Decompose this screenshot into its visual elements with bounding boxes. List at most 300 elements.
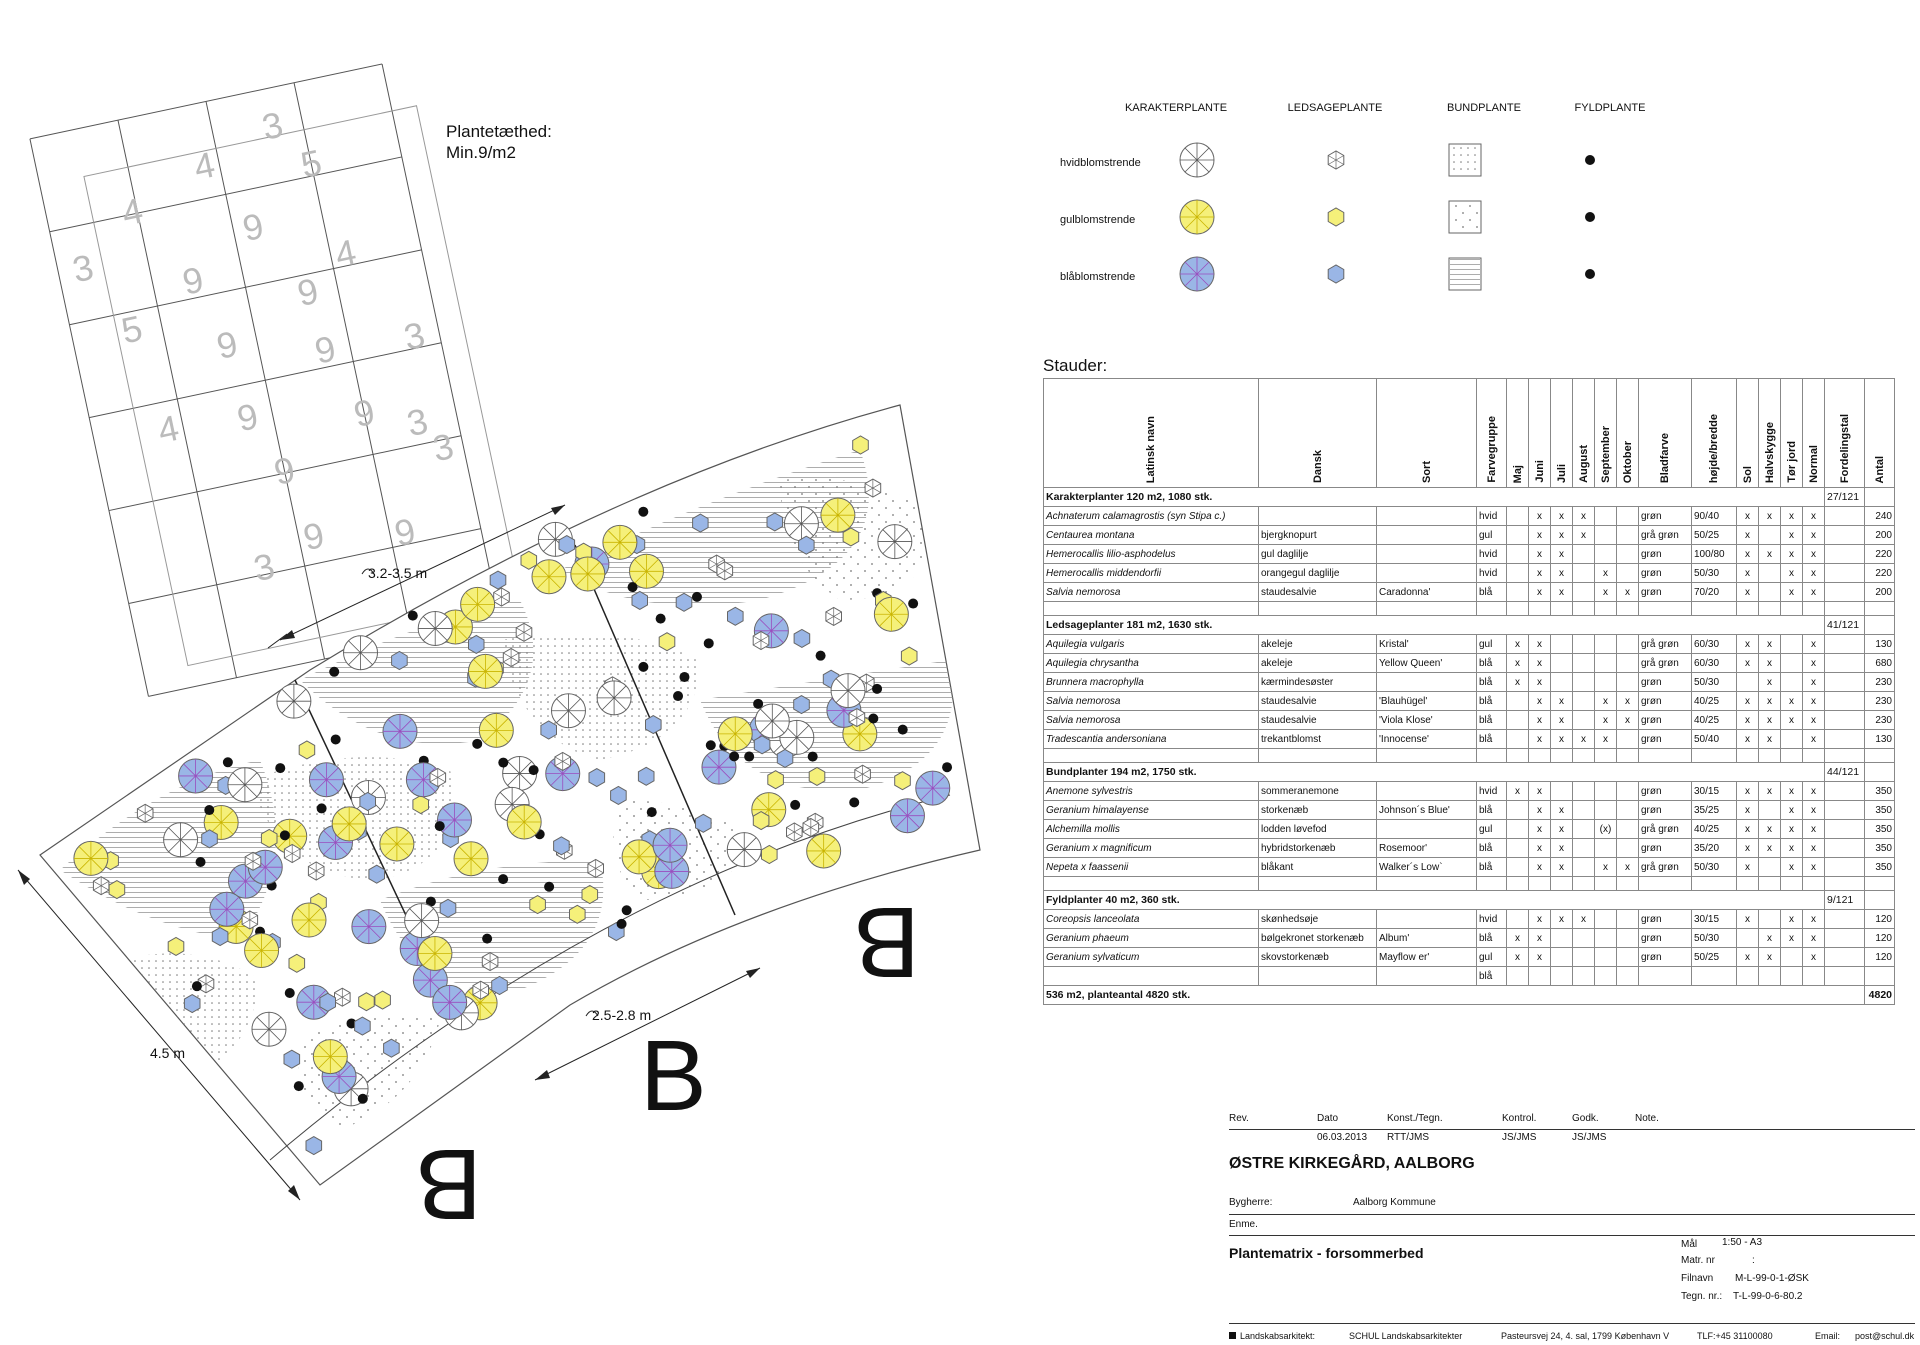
table-header-label: Bladfarve bbox=[1659, 432, 1671, 483]
total-value: 4820 bbox=[1865, 986, 1895, 1005]
table-cell bbox=[1573, 673, 1595, 692]
karakter-plant-symbol bbox=[479, 713, 513, 747]
table-cell: Coreopsis lanceolata bbox=[1044, 910, 1259, 929]
table-cell: hvid bbox=[1477, 910, 1507, 929]
table-cell: 70/20 bbox=[1692, 583, 1737, 602]
table-cell: skønhedsøje bbox=[1259, 910, 1377, 929]
table-cell bbox=[1507, 545, 1529, 564]
grid-density-number: 3 bbox=[403, 399, 432, 445]
table-cell: x bbox=[1573, 507, 1595, 526]
table-cell bbox=[1551, 929, 1573, 948]
ledsage-plant-symbol bbox=[392, 652, 408, 670]
ledsage-plant-symbol bbox=[284, 1050, 300, 1068]
table-cell bbox=[1825, 929, 1865, 948]
table-cell: x bbox=[1803, 910, 1825, 929]
table-cell: x bbox=[1551, 839, 1573, 858]
table-cell: blå bbox=[1477, 654, 1507, 673]
table-row bbox=[1044, 692, 1895, 711]
table-cell bbox=[1573, 654, 1595, 673]
table-cell: staudesalvie bbox=[1259, 692, 1377, 711]
table-cell: x bbox=[1529, 692, 1551, 711]
table-cell: trekantblomst bbox=[1259, 730, 1377, 749]
ledsage-plant-symbol bbox=[284, 844, 300, 862]
table-cell: x bbox=[1507, 635, 1529, 654]
table-cell: blå bbox=[1477, 711, 1507, 730]
table-header bbox=[1781, 379, 1803, 488]
table-cell bbox=[1551, 948, 1573, 967]
fyld-plant-symbol bbox=[808, 752, 818, 762]
table-cell: x bbox=[1737, 858, 1759, 877]
karakter-plant-symbol bbox=[437, 803, 471, 837]
ledsage-plant-symbol bbox=[588, 859, 604, 877]
table-cell bbox=[1595, 839, 1617, 858]
table-cell bbox=[1507, 839, 1529, 858]
tb-header-dato: Dato bbox=[1317, 1113, 1339, 1124]
table-cell bbox=[1551, 967, 1573, 986]
ledsage-plant-symbol bbox=[212, 928, 228, 946]
table-header bbox=[1377, 379, 1477, 488]
table-cell bbox=[1551, 635, 1573, 654]
ledsage-plant-symbol bbox=[762, 846, 778, 864]
fyld-plant-symbol bbox=[790, 800, 800, 810]
table-cell: 120 bbox=[1865, 910, 1895, 929]
fyld-plant-symbol bbox=[704, 638, 714, 648]
ledsage-plant-symbol bbox=[184, 995, 200, 1013]
table-cell: x bbox=[1507, 948, 1529, 967]
ledsage-plant-symbol bbox=[794, 696, 810, 714]
table-cell: x bbox=[1803, 564, 1825, 583]
fyld-plant-symbol bbox=[816, 651, 826, 661]
table-cell bbox=[1617, 929, 1639, 948]
table-cell: x bbox=[1737, 711, 1759, 730]
table-cell: x bbox=[1803, 839, 1825, 858]
legend-karakter-symbol bbox=[1180, 200, 1214, 234]
table-cell bbox=[1759, 526, 1781, 545]
legend-row-yellow: gulblomstrende bbox=[1060, 214, 1136, 226]
table-cell: 'Blauhügel' bbox=[1377, 692, 1477, 711]
table-cell: blå bbox=[1477, 967, 1507, 986]
table-cell: 60/30 bbox=[1692, 654, 1737, 673]
table-cell bbox=[1617, 948, 1639, 967]
table-cell bbox=[1639, 967, 1692, 986]
table-cell: x bbox=[1803, 654, 1825, 673]
table-cell bbox=[1595, 929, 1617, 948]
table-cell: staudesalvie bbox=[1259, 711, 1377, 730]
table-cell: Johnson´s Blue' bbox=[1377, 801, 1477, 820]
table-row bbox=[1044, 673, 1895, 692]
table-cell: Alchemilla mollis bbox=[1044, 820, 1259, 839]
table-cell: grøn bbox=[1639, 583, 1692, 602]
table-cell: x bbox=[1529, 711, 1551, 730]
table-cell: 50/25 bbox=[1692, 526, 1737, 545]
table-cell: x bbox=[1781, 507, 1803, 526]
table-cell: x bbox=[1737, 820, 1759, 839]
table-cell: gul bbox=[1477, 948, 1507, 967]
table-header bbox=[1044, 379, 1259, 488]
karakter-plant-symbol bbox=[352, 910, 386, 944]
table-cell: grøn bbox=[1639, 507, 1692, 526]
table-cell: x bbox=[1507, 929, 1529, 948]
tb-header-godk: Godk. bbox=[1572, 1113, 1599, 1124]
tb-date: 06.03.2013 bbox=[1317, 1132, 1368, 1143]
table-row bbox=[1044, 910, 1895, 929]
fyld-plant-symbol bbox=[898, 725, 908, 735]
table-cell: x bbox=[1781, 526, 1803, 545]
karakter-plant-symbol bbox=[277, 684, 311, 718]
ledsage-plant-symbol bbox=[242, 911, 258, 929]
grid-density-number: 9 bbox=[239, 204, 268, 250]
table-cell bbox=[1507, 711, 1529, 730]
table-cell: hvid bbox=[1477, 545, 1507, 564]
table-cell: blå bbox=[1477, 730, 1507, 749]
table-cell bbox=[1507, 967, 1529, 986]
ledsage-plant-symbol bbox=[717, 562, 733, 580]
table-cell: grøn bbox=[1639, 929, 1692, 948]
table-cell: x bbox=[1595, 564, 1617, 583]
table-cell bbox=[1825, 820, 1865, 839]
fyld-plant-symbol bbox=[692, 592, 702, 602]
fyld-plant-symbol bbox=[673, 691, 683, 701]
table-cell bbox=[1377, 526, 1477, 545]
table-cell: 40/25 bbox=[1692, 692, 1737, 711]
table-cell: grå grøn bbox=[1639, 654, 1692, 673]
table-cell: Aquilegia chrysantha bbox=[1044, 654, 1259, 673]
table-cell: 230 bbox=[1865, 673, 1895, 692]
ledsage-plant-symbol bbox=[261, 829, 277, 847]
table-cell: 230 bbox=[1865, 711, 1895, 730]
table-cell bbox=[1759, 967, 1781, 986]
table-cell bbox=[1595, 910, 1617, 929]
table-cell bbox=[1573, 839, 1595, 858]
ledsage-plant-symbol bbox=[308, 862, 324, 880]
ledsage-plant-symbol bbox=[754, 736, 770, 754]
table-cell: blå bbox=[1477, 839, 1507, 858]
table-cell bbox=[1617, 820, 1639, 839]
table-header-label: Halvskygge bbox=[1763, 421, 1776, 483]
table-cell bbox=[1692, 967, 1737, 986]
ledsage-plant-symbol bbox=[375, 991, 391, 1009]
table-cell: x bbox=[1507, 654, 1529, 673]
table-cell bbox=[1759, 801, 1781, 820]
grid-density-number: 9 bbox=[178, 258, 208, 303]
karakter-plant-symbol bbox=[179, 759, 213, 793]
ledsage-plant-symbol bbox=[632, 591, 648, 609]
ledsage-plant-symbol bbox=[826, 607, 842, 625]
fyld-plant-symbol bbox=[849, 797, 859, 807]
table-cell: x bbox=[1737, 839, 1759, 858]
ledsage-plant-symbol bbox=[895, 772, 911, 790]
fyld-plant-symbol bbox=[294, 1081, 304, 1091]
fyld-plant-symbol bbox=[617, 919, 627, 929]
fyld-plant-symbol bbox=[908, 599, 918, 609]
ledsage-plant-symbol bbox=[611, 786, 627, 804]
table-cell: x bbox=[1803, 673, 1825, 692]
table-cell: x bbox=[1759, 635, 1781, 654]
table-cell bbox=[1825, 692, 1865, 711]
table-cell: x bbox=[1759, 839, 1781, 858]
tb-footer-email-label: Email: bbox=[1815, 1331, 1841, 1341]
title-block bbox=[1225, 1105, 1915, 1345]
table-cell: x bbox=[1737, 730, 1759, 749]
table-cell: Achnaterum calamagrostis (syn Stipa c.) bbox=[1044, 507, 1259, 526]
table-cell: Geranium himalayense bbox=[1044, 801, 1259, 820]
table-cell bbox=[1595, 801, 1617, 820]
grid-density-number: 3 bbox=[258, 103, 287, 148]
table-cell: Yellow Queen' bbox=[1377, 654, 1477, 673]
tb-header-rev: Rev. bbox=[1229, 1113, 1249, 1124]
fyld-plant-symbol bbox=[358, 1094, 368, 1104]
table-header bbox=[1507, 379, 1529, 488]
table-cell: Salvia nemorosa bbox=[1044, 711, 1259, 730]
table-cell: x bbox=[1759, 711, 1781, 730]
table-cell: 350 bbox=[1865, 801, 1895, 820]
table-cell bbox=[1507, 801, 1529, 820]
table-cell: x bbox=[1759, 545, 1781, 564]
table-cell: Salvia nemorosa bbox=[1044, 583, 1259, 602]
table-cell: x bbox=[1737, 545, 1759, 564]
table-header bbox=[1529, 379, 1551, 488]
table-cell: grå grøn bbox=[1639, 858, 1692, 877]
table-cell bbox=[1595, 507, 1617, 526]
table-title: Stauder: bbox=[1043, 356, 1108, 375]
table-cell: x bbox=[1529, 673, 1551, 692]
karakter-plant-symbol bbox=[807, 834, 841, 868]
table-cell: blå bbox=[1477, 673, 1507, 692]
legend-fyld-symbol bbox=[1585, 269, 1595, 279]
table-cell: x bbox=[1759, 929, 1781, 948]
fyld-plant-symbol bbox=[656, 614, 666, 624]
tb-maal-label: Mål bbox=[1681, 1239, 1698, 1250]
table-cell: x bbox=[1759, 820, 1781, 839]
ledsage-plant-symbol bbox=[168, 937, 184, 955]
table-cell bbox=[1551, 782, 1573, 801]
table-cell: x bbox=[1737, 782, 1759, 801]
table-cell: x bbox=[1529, 839, 1551, 858]
table-cell: x bbox=[1573, 910, 1595, 929]
table-row bbox=[1044, 782, 1895, 801]
fyld-plant-symbol bbox=[647, 807, 657, 817]
table-cell bbox=[1781, 967, 1803, 986]
table-cell: grå grøn bbox=[1639, 526, 1692, 545]
table-cell: x bbox=[1551, 730, 1573, 749]
table-cell bbox=[1865, 967, 1895, 986]
table-cell bbox=[1573, 948, 1595, 967]
table-cell: grøn bbox=[1639, 801, 1692, 820]
grid-density-number: 9 bbox=[233, 395, 262, 440]
table-cell: x bbox=[1803, 583, 1825, 602]
table-cell: x bbox=[1737, 948, 1759, 967]
fyld-plant-symbol bbox=[482, 934, 492, 944]
table-cell bbox=[1617, 507, 1639, 526]
ledsage-plant-symbol bbox=[360, 793, 376, 811]
table-cell bbox=[1595, 635, 1617, 654]
fyld-plant-symbol bbox=[872, 684, 882, 694]
table-cell bbox=[1573, 929, 1595, 948]
table-cell: 50/30 bbox=[1692, 673, 1737, 692]
ledsage-plant-symbol bbox=[753, 812, 769, 830]
table-header-label: Sol bbox=[1741, 465, 1754, 483]
dimension-left-label: 4.5 m bbox=[150, 1045, 186, 1061]
tb-kontrol: JS/JMS bbox=[1502, 1132, 1537, 1143]
tb-konst: RTT/JMS bbox=[1387, 1132, 1430, 1143]
karakter-plant-symbol bbox=[228, 768, 262, 802]
karakter-plant-symbol bbox=[164, 823, 198, 857]
table-cell: grøn bbox=[1639, 564, 1692, 583]
table-cell: x bbox=[1803, 782, 1825, 801]
table-cell bbox=[1825, 526, 1865, 545]
table-cell: hvid bbox=[1477, 782, 1507, 801]
table-cell: x bbox=[1529, 910, 1551, 929]
table-cell bbox=[1617, 782, 1639, 801]
legend-karakter-symbol bbox=[1180, 257, 1214, 291]
table-row bbox=[1044, 801, 1895, 820]
grid-density-number: 3 bbox=[429, 425, 458, 470]
tb-footer-land bbox=[1229, 1331, 1315, 1341]
grid-density-number: 3 bbox=[400, 313, 429, 358]
table-cell: x bbox=[1551, 711, 1573, 730]
table-cell bbox=[1259, 507, 1377, 526]
ledsage-plant-symbol bbox=[320, 993, 336, 1011]
ledsage-plant-symbol bbox=[430, 768, 446, 786]
table-cell bbox=[1259, 967, 1377, 986]
ledsage-plant-symbol bbox=[855, 765, 871, 783]
table-cell: 240 bbox=[1865, 507, 1895, 526]
table-cell: x bbox=[1529, 507, 1551, 526]
table-cell: Walker´s Low` bbox=[1377, 858, 1477, 877]
table-cell: x bbox=[1781, 545, 1803, 564]
karakter-plant-symbol bbox=[309, 763, 343, 797]
table-header bbox=[1759, 379, 1781, 488]
table-cell: x bbox=[1781, 711, 1803, 730]
tb-tegn-label: Tegn. nr.: bbox=[1681, 1291, 1723, 1302]
table-cell: x bbox=[1737, 526, 1759, 545]
fyld-plant-symbol bbox=[638, 662, 648, 672]
table-cell: 30/15 bbox=[1692, 782, 1737, 801]
ledsage-plant-symbol bbox=[289, 954, 305, 972]
table-cell: 90/40 bbox=[1692, 507, 1737, 526]
tb-enme: Enme. bbox=[1229, 1219, 1258, 1230]
table-cell bbox=[1573, 583, 1595, 602]
table-cell: x bbox=[1573, 730, 1595, 749]
table-header-label: Juni bbox=[1533, 460, 1546, 483]
table-header bbox=[1477, 379, 1507, 488]
table-cell bbox=[1507, 583, 1529, 602]
table-cell: x bbox=[1803, 507, 1825, 526]
table-cell: Tradescantia andersoniana bbox=[1044, 730, 1259, 749]
table-cell: kærmindesøster bbox=[1259, 673, 1377, 692]
ledsage-plant-symbol bbox=[469, 635, 485, 653]
fyld-plant-symbol bbox=[498, 758, 508, 768]
ledsage-plant-symbol bbox=[803, 818, 819, 836]
plant-table-wrap bbox=[1043, 378, 1895, 1005]
grid-density-number: 4 bbox=[331, 231, 360, 276]
tb-header-note: Note. bbox=[1635, 1113, 1659, 1124]
table-cell: x bbox=[1595, 730, 1617, 749]
table-cell: Mayflow er' bbox=[1377, 948, 1477, 967]
table-header bbox=[1692, 379, 1737, 488]
table-cell bbox=[1573, 711, 1595, 730]
ledsage-plant-symbol bbox=[794, 629, 810, 647]
ledsage-plant-symbol bbox=[384, 1039, 400, 1057]
table-row bbox=[1044, 839, 1895, 858]
table-cell bbox=[1595, 948, 1617, 967]
table-row bbox=[1044, 545, 1895, 564]
table-cell bbox=[1737, 673, 1759, 692]
table-cell: x bbox=[1781, 820, 1803, 839]
table-cell: 50/25 bbox=[1692, 948, 1737, 967]
fyld-plant-symbol bbox=[329, 667, 339, 677]
table-cell: bjergknopurt bbox=[1259, 526, 1377, 545]
legend-symbols bbox=[1060, 132, 1680, 302]
table-cell: x bbox=[1803, 858, 1825, 877]
table-cell: 350 bbox=[1865, 858, 1895, 877]
table-row bbox=[1044, 583, 1895, 602]
table-cell bbox=[1617, 839, 1639, 858]
table-cell bbox=[1617, 635, 1639, 654]
table-cell bbox=[1617, 801, 1639, 820]
fyld-plant-symbol bbox=[192, 981, 202, 991]
table-cell: hvid bbox=[1477, 507, 1507, 526]
legend-col-ledsageplante: LEDSAGEPLANTE bbox=[1287, 102, 1383, 114]
table-cell: 120 bbox=[1865, 929, 1895, 948]
ledsage-plant-symbol bbox=[369, 865, 385, 883]
table-row bbox=[1044, 858, 1895, 877]
table-cell bbox=[1825, 730, 1865, 749]
ledsage-plant-symbol bbox=[473, 981, 489, 999]
table-cell: grå grøn bbox=[1639, 820, 1692, 839]
karakter-plant-symbol bbox=[755, 704, 789, 738]
fyld-plant-symbol bbox=[280, 830, 290, 840]
table-cell: x bbox=[1573, 526, 1595, 545]
table-cell bbox=[1825, 711, 1865, 730]
fyld-plant-symbol bbox=[622, 905, 632, 915]
table-cell: 35/20 bbox=[1692, 839, 1737, 858]
table-cell: Salvia nemorosa bbox=[1044, 692, 1259, 711]
table-cell: x bbox=[1529, 948, 1551, 967]
table-group-row bbox=[1044, 891, 1895, 910]
table-cell: 30/15 bbox=[1692, 910, 1737, 929]
table-cell: x bbox=[1529, 526, 1551, 545]
legend-ledsage-symbol bbox=[1328, 265, 1344, 283]
table-cell bbox=[1825, 910, 1865, 929]
grid-density-number: 5 bbox=[117, 307, 146, 352]
table-cell: x bbox=[1781, 858, 1803, 877]
table-cell: x bbox=[1803, 635, 1825, 654]
table-cell: blå bbox=[1477, 692, 1507, 711]
table-header-label: August bbox=[1577, 445, 1590, 483]
table-cell: x bbox=[1551, 910, 1573, 929]
karakter-plant-symbol bbox=[468, 654, 502, 688]
table-cell: 350 bbox=[1865, 782, 1895, 801]
table-cell: x bbox=[1781, 929, 1803, 948]
table-cell bbox=[1759, 910, 1781, 929]
table-cell: x bbox=[1617, 858, 1639, 877]
tb-bygherre-label: Bygherre: bbox=[1229, 1197, 1273, 1208]
table-cell: Nepeta x faassenii bbox=[1044, 858, 1259, 877]
table-cell: grøn bbox=[1639, 910, 1692, 929]
table-cell: x bbox=[1803, 948, 1825, 967]
karakter-plant-symbol bbox=[252, 1012, 286, 1046]
table-cell: x bbox=[1781, 839, 1803, 858]
table-cell: x bbox=[1551, 583, 1573, 602]
footer-land-label: Landskabsarkitekt: bbox=[1240, 1331, 1316, 1341]
table-cell bbox=[1617, 564, 1639, 583]
table-cell: akeleje bbox=[1259, 654, 1377, 673]
grid-density-number: 5 bbox=[297, 141, 326, 186]
table-cell: 230 bbox=[1865, 692, 1895, 711]
ledsage-plant-symbol bbox=[659, 633, 675, 651]
table-header bbox=[1595, 379, 1617, 488]
